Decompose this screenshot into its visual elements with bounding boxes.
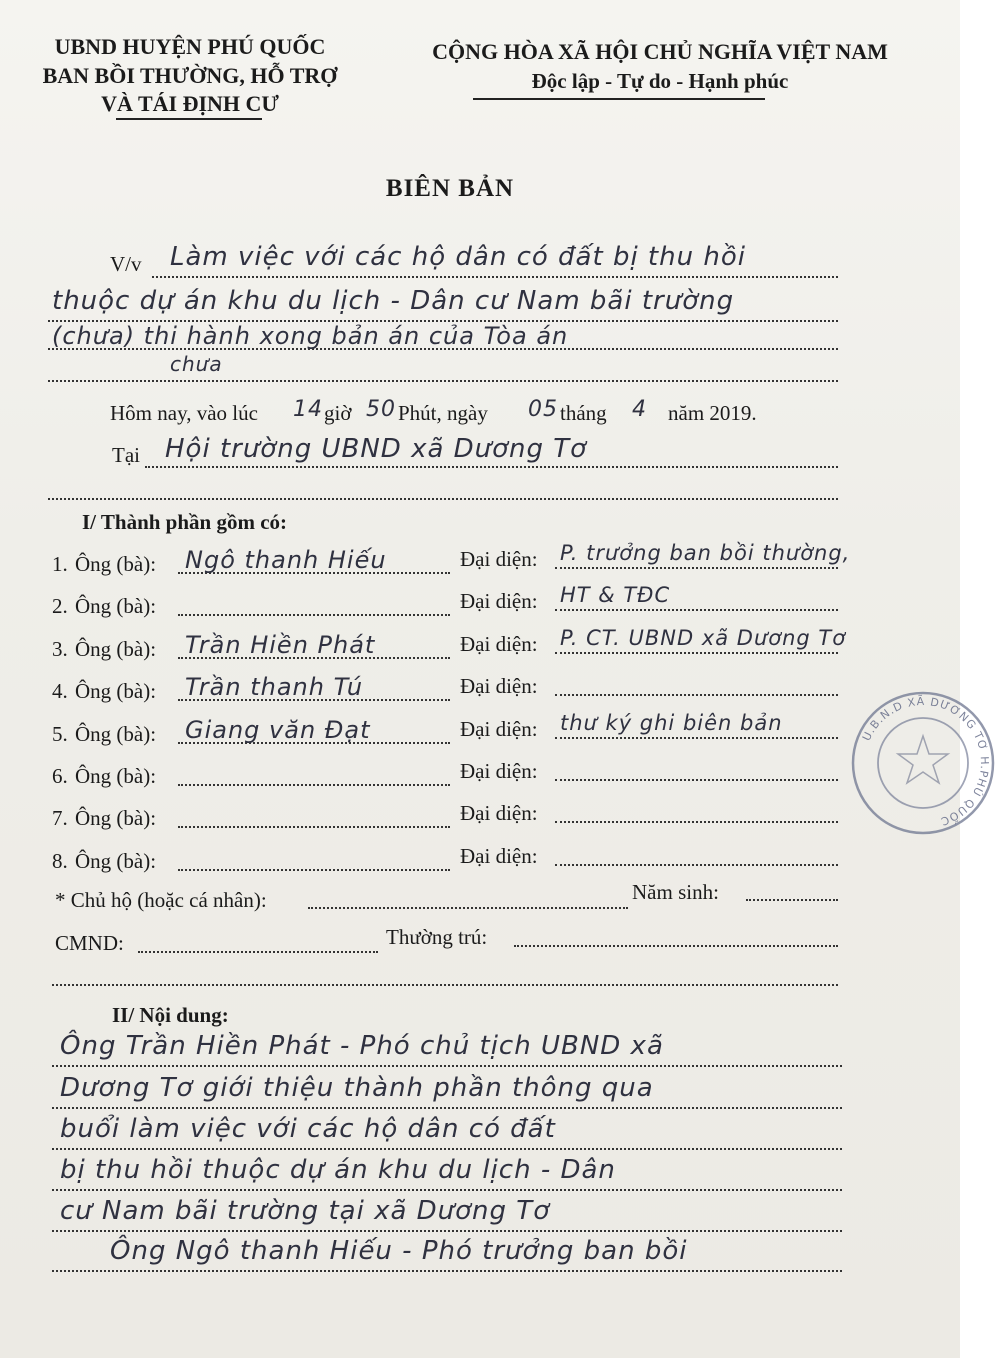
subject-prefix: V/v <box>110 252 142 276</box>
participant-name-label: Ông (bà): <box>75 806 157 830</box>
subject-dotted-line-4 <box>48 380 838 382</box>
participant-rep-dotted-line <box>555 864 838 866</box>
content-dotted-line <box>52 1148 842 1150</box>
participant-rep-label: Đại diện: <box>460 589 538 613</box>
motto-underline <box>473 98 765 100</box>
content-handwriting-line: bị thu hồi thuộc dự án khu du lịch - Dân <box>60 1155 616 1185</box>
birth-year-dotted-line <box>746 899 838 901</box>
participant-name-handwriting: Trần Hiền Phát <box>185 631 376 659</box>
participant-rep-label: Đại diện: <box>460 844 538 868</box>
participant-name-label: Ông (bà): <box>75 722 157 746</box>
participant-number: 7. <box>52 806 68 830</box>
time-hour-label: giờ <box>324 401 352 425</box>
content-dotted-line <box>52 1270 842 1272</box>
participant-rep-label: Đại diện: <box>460 717 538 741</box>
subject-handwriting-1: Làm việc với các hộ dân có đất bị thu hồi <box>170 242 746 272</box>
time-hour: 14 <box>293 397 323 422</box>
date-year-label: năm 2019. <box>668 401 757 425</box>
residence-label: Thường trú: <box>386 925 488 949</box>
participant-name-label: Ông (bà): <box>75 764 157 788</box>
place-dotted-line-2 <box>48 498 838 500</box>
date-day: 05 <box>528 397 558 422</box>
household-dotted-line <box>308 907 628 909</box>
participant-name-label: Ông (bà): <box>75 552 157 576</box>
content-dotted-line <box>52 1189 842 1191</box>
agency-name-line1: UBND HUYỆN PHÚ QUỐC <box>54 34 326 59</box>
agency-underline <box>116 118 262 120</box>
participant-rep-label: Đại diện: <box>460 674 538 698</box>
participant-rep-dotted-line <box>555 652 838 654</box>
content-handwriting-line: Ông Trần Hiền Phát - Phó chủ tịch UBND xã <box>60 1031 664 1061</box>
participant-number: 1. <box>52 552 68 576</box>
id-card-label: CMND: <box>55 931 124 955</box>
section1-heading: I/ Thành phần gồm có: <box>82 510 288 534</box>
participant-name-dotted-line <box>178 784 450 786</box>
date-month: 4 <box>632 397 647 422</box>
participant-rep-label: Đại diện: <box>460 759 538 783</box>
date-month-label: tháng <box>560 401 607 425</box>
participant-rep-handwriting: HT & TĐC <box>560 583 671 607</box>
document-title: BIÊN BẢN <box>385 175 515 202</box>
participant-name-label: Ông (bà): <box>75 637 157 661</box>
subject-handwriting-2: thuộc dự án khu du lịch - Dân cư Nam bãi trường <box>52 286 735 316</box>
agency-name-line3: VÀ TÁI ĐỊNH CƯ <box>101 91 279 116</box>
participant-number: 4. <box>52 679 68 703</box>
participant-name-label: Ông (bà): <box>75 594 157 618</box>
participant-name-handwriting: Giang văn Đạt <box>185 716 371 744</box>
subject-dotted-line-1 <box>152 276 838 278</box>
residence-dotted-line <box>514 945 838 947</box>
participant-rep-dotted-line <box>555 567 838 569</box>
participant-name-dotted-line <box>178 614 450 616</box>
participant-rep-dotted-line <box>555 694 838 696</box>
participant-rep-label: Đại diện: <box>460 801 538 825</box>
household-label: * Chủ hộ (hoặc cá nhân): <box>55 888 267 912</box>
participant-number: 2. <box>52 594 68 618</box>
content-handwriting-line: Dương Tơ giới thiệu thành phần thông qua <box>60 1073 654 1103</box>
time-intro: Hôm nay, vào lúc <box>110 401 258 425</box>
content-dotted-line <box>52 1065 842 1067</box>
time-minute-label: Phút, ngày <box>398 401 488 425</box>
content-handwriting-line: cư Nam bãi trường tại xã Dương Tơ <box>60 1196 551 1226</box>
section2-heading: II/ Nội dung: <box>112 1003 229 1027</box>
subject-handwriting-3: (chưa) thi hành xong bản án của Tòa án <box>52 322 569 350</box>
time-minute: 50 <box>366 397 396 422</box>
participant-rep-dotted-line <box>555 737 838 739</box>
participant-number: 3. <box>52 637 68 661</box>
participant-rep-handwriting: P. trưởng ban bồi thường, <box>560 541 851 565</box>
place-label: Tại <box>112 443 140 467</box>
residence-dotted-line-2 <box>52 984 838 986</box>
participant-name-dotted-line <box>178 869 450 871</box>
content-dotted-line <box>52 1230 842 1232</box>
participant-rep-handwriting: P. CT. UBND xã Dương Tơ <box>560 626 847 650</box>
country-name: CỘNG HÒA XÃ HỘI CHỦ NGHĨA VIỆT NAM <box>432 39 888 64</box>
seal-text: U.B.N.D XÃ DƯƠNG TƠ H.PHÚ QUỐC <box>859 694 992 829</box>
participant-number: 6. <box>52 764 68 788</box>
subject-inserted-word: chưa <box>170 352 223 376</box>
agency-name-line2: BAN BỒI THƯỜNG, HỖ TRỢ <box>42 63 338 88</box>
participant-rep-dotted-line <box>555 779 838 781</box>
participant-number: 8. <box>52 849 68 873</box>
participant-rep-handwriting: thư ký ghi biên bản <box>560 711 783 735</box>
birth-year-label: Năm sinh: <box>632 880 719 904</box>
national-motto: Độc lập - Tự do - Hạnh phúc <box>531 69 789 93</box>
participant-number: 5. <box>52 722 68 746</box>
participant-name-label: Ông (bà): <box>75 679 157 703</box>
participant-rep-dotted-line <box>555 609 838 611</box>
place-handwriting: Hội trường UBND xã Dương Tơ <box>165 434 588 464</box>
seal-emblem-icon <box>898 736 948 783</box>
participant-name-handwriting: Trần thanh Tú <box>185 673 364 701</box>
participant-name-handwriting: Ngô thanh Hiếu <box>185 546 387 574</box>
content-dotted-line <box>52 1107 842 1109</box>
place-dotted-line <box>145 466 838 468</box>
official-seal <box>848 688 998 838</box>
content-handwriting-line: buổi làm việc với các hộ dân có đất <box>60 1114 556 1144</box>
content-handwriting-line: Ông Ngô thanh Hiếu - Phó trưởng ban bồi <box>110 1236 688 1266</box>
participant-rep-dotted-line <box>555 821 838 823</box>
participant-name-label: Ông (bà): <box>75 849 157 873</box>
participant-rep-label: Đại diện: <box>460 547 538 571</box>
participant-rep-label: Đại diện: <box>460 632 538 656</box>
id-card-dotted-line <box>138 951 378 953</box>
participant-name-dotted-line <box>178 826 450 828</box>
